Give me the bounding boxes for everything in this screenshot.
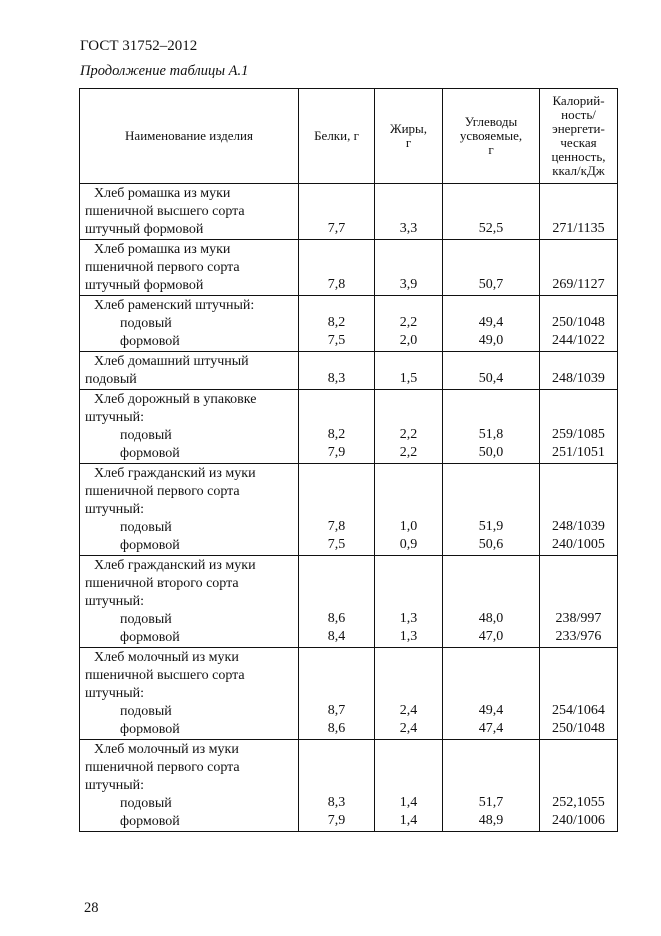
product-name-line: подовый bbox=[120, 520, 172, 535]
carbs-value: 51,9 bbox=[478, 519, 504, 534]
energy-value: 250/1048 bbox=[552, 721, 605, 736]
table-row bbox=[80, 184, 618, 240]
table-row bbox=[80, 556, 618, 648]
fat-cell bbox=[375, 296, 443, 352]
product-name-cell bbox=[80, 740, 299, 832]
protein-cell bbox=[299, 648, 375, 740]
fat-value: 2,2 bbox=[399, 315, 418, 330]
product-name-line: Хлеб молочный из муки bbox=[94, 742, 239, 757]
fat-value: 2,4 bbox=[399, 721, 418, 736]
carbs-value: 49,4 bbox=[478, 703, 504, 718]
protein-value: 7,9 bbox=[327, 445, 346, 460]
carbs-value: 48,0 bbox=[478, 611, 504, 626]
table-header-row bbox=[80, 89, 618, 184]
carbs-cell bbox=[443, 464, 540, 556]
product-name-line: формовой bbox=[120, 538, 180, 553]
product-name-line: пшеничной первого сорта bbox=[85, 760, 240, 775]
product-name-line: штучный: bbox=[85, 410, 145, 425]
energy-cell bbox=[540, 464, 618, 556]
column-header-line: Жиры, bbox=[389, 121, 428, 136]
protein-value: 7,8 bbox=[327, 519, 346, 534]
fat-value: 1,3 bbox=[399, 629, 418, 644]
fat-value: 0,9 bbox=[399, 537, 418, 552]
column-header-line: ценность, bbox=[551, 149, 606, 164]
column-header-line: Белки, г bbox=[314, 128, 359, 143]
column-header-carbs bbox=[443, 89, 540, 184]
carbs-cell bbox=[443, 296, 540, 352]
product-name-cell bbox=[80, 352, 299, 390]
protein-cell bbox=[299, 184, 375, 240]
energy-value: 233/976 bbox=[555, 629, 602, 644]
protein-value: 8,7 bbox=[327, 703, 346, 718]
energy-cell bbox=[540, 240, 618, 296]
product-name-line: подовый bbox=[120, 612, 172, 627]
table-row bbox=[80, 390, 618, 464]
energy-value: 244/1022 bbox=[552, 333, 605, 348]
protein-value: 8,6 bbox=[327, 721, 346, 736]
column-header-line: ккал/кДж bbox=[552, 163, 605, 178]
carbs-value: 52,5 bbox=[478, 221, 504, 236]
table-row bbox=[80, 740, 618, 832]
product-name-line: подовый bbox=[120, 316, 172, 331]
product-name-line: формовой bbox=[120, 446, 180, 461]
energy-cell bbox=[540, 390, 618, 464]
protein-cell bbox=[299, 390, 375, 464]
carbs-value: 47,0 bbox=[478, 629, 504, 644]
fat-value: 2,4 bbox=[399, 703, 418, 718]
product-name-line: пшеничной первого сорта bbox=[85, 260, 240, 275]
carbs-value: 50,6 bbox=[478, 537, 504, 552]
product-name-line: штучный: bbox=[85, 778, 145, 793]
carbs-value: 48,9 bbox=[478, 813, 504, 828]
carbs-value: 50,0 bbox=[478, 445, 504, 460]
table-body bbox=[80, 184, 618, 832]
fat-cell bbox=[375, 352, 443, 390]
fat-cell bbox=[375, 740, 443, 832]
column-header-fat bbox=[375, 89, 443, 184]
product-name-line: формовой bbox=[120, 334, 180, 349]
carbs-value: 47,4 bbox=[478, 721, 504, 736]
protein-value: 7,9 bbox=[327, 813, 346, 828]
column-header-energy bbox=[540, 89, 618, 184]
carbs-value: 51,7 bbox=[478, 795, 504, 810]
fat-cell bbox=[375, 648, 443, 740]
product-name-line: подовый bbox=[120, 796, 172, 811]
energy-value: 238/997 bbox=[555, 611, 602, 626]
column-header-line: г bbox=[405, 135, 412, 150]
product-name-line: формовой bbox=[120, 630, 180, 645]
product-name-cell bbox=[80, 648, 299, 740]
carbs-cell bbox=[443, 390, 540, 464]
carbs-value: 49,4 bbox=[478, 315, 504, 330]
column-header-line: ность/ bbox=[561, 107, 596, 122]
fat-value: 1,4 bbox=[399, 813, 418, 828]
protein-value: 8,2 bbox=[327, 427, 346, 442]
product-name-line: штучный: bbox=[85, 502, 145, 517]
column-header-line: ческая bbox=[560, 135, 597, 150]
carbs-value: 50,4 bbox=[478, 371, 504, 386]
product-name-line: пшеничной высшего сорта bbox=[85, 204, 245, 219]
protein-cell bbox=[299, 464, 375, 556]
protein-value: 8,6 bbox=[327, 611, 346, 626]
protein-cell bbox=[299, 240, 375, 296]
column-header-protein bbox=[299, 89, 375, 184]
protein-cell bbox=[299, 352, 375, 390]
product-name-line: Хлеб гражданский из муки bbox=[94, 558, 256, 573]
protein-cell bbox=[299, 740, 375, 832]
energy-value: 254/1064 bbox=[552, 703, 605, 718]
product-name-line: пшеничной второго сорта bbox=[85, 576, 239, 591]
product-name-cell bbox=[80, 296, 299, 352]
protein-value: 7,5 bbox=[327, 537, 346, 552]
column-header-name bbox=[80, 89, 299, 184]
carbs-value: 49,0 bbox=[478, 333, 504, 348]
fat-value: 1,0 bbox=[399, 519, 418, 534]
carbs-cell bbox=[443, 648, 540, 740]
product-name-line: штучный: bbox=[85, 594, 145, 609]
nutrition-table bbox=[79, 88, 618, 832]
product-name-line: штучный формовой bbox=[85, 278, 204, 293]
fat-value: 2,0 bbox=[399, 333, 418, 348]
carbs-cell bbox=[443, 184, 540, 240]
fat-value: 2,2 bbox=[399, 445, 418, 460]
fat-value: 1,5 bbox=[399, 371, 418, 386]
fat-cell bbox=[375, 464, 443, 556]
energy-value: 248/1039 bbox=[552, 519, 605, 534]
product-name-cell bbox=[80, 556, 299, 648]
table-row bbox=[80, 648, 618, 740]
energy-cell bbox=[540, 556, 618, 648]
fat-value: 3,3 bbox=[399, 221, 418, 236]
column-header-line: усвояемые, bbox=[459, 128, 523, 143]
energy-value: 259/1085 bbox=[552, 427, 605, 442]
protein-value: 7,5 bbox=[327, 333, 346, 348]
carbs-cell bbox=[443, 556, 540, 648]
table-row bbox=[80, 296, 618, 352]
carbs-value: 50,7 bbox=[478, 277, 504, 292]
energy-cell bbox=[540, 296, 618, 352]
product-name-line: Хлеб дорожный в упаковке bbox=[94, 392, 257, 407]
product-name-cell bbox=[80, 184, 299, 240]
energy-value: 250/1048 bbox=[552, 315, 605, 330]
product-name-line: Хлеб ромашка из муки bbox=[94, 186, 231, 201]
product-name-line: подовый bbox=[120, 428, 172, 443]
protein-value: 7,7 bbox=[327, 221, 346, 236]
fat-value: 3,9 bbox=[399, 277, 418, 292]
energy-value: 269/1127 bbox=[552, 277, 605, 292]
energy-value: 248/1039 bbox=[552, 371, 605, 386]
standard-number: ГОСТ 31752–2012 bbox=[80, 38, 198, 54]
carbs-cell bbox=[443, 240, 540, 296]
product-name-line: пшеничной высшего сорта bbox=[85, 668, 245, 683]
product-name-line: подовый bbox=[120, 704, 172, 719]
product-name-line: Хлеб молочный из муки bbox=[94, 650, 239, 665]
carbs-value: 51,8 bbox=[478, 427, 504, 442]
product-name-line: Хлеб гражданский из муки bbox=[94, 466, 256, 481]
product-name-line: Хлеб домашний штучный bbox=[94, 354, 249, 369]
product-name-cell bbox=[80, 240, 299, 296]
product-name-line: Хлеб раменский штучный: bbox=[94, 298, 255, 313]
protein-value: 8,2 bbox=[327, 315, 346, 330]
product-name-line: штучный формовой bbox=[85, 222, 204, 237]
energy-value: 251/1051 bbox=[552, 445, 605, 460]
product-name-line: пшеничной первого сорта bbox=[85, 484, 240, 499]
product-name-cell bbox=[80, 464, 299, 556]
fat-cell bbox=[375, 240, 443, 296]
energy-cell bbox=[540, 740, 618, 832]
column-header-line: Углеводы bbox=[464, 114, 518, 129]
page-number: 28 bbox=[84, 900, 99, 916]
energy-cell bbox=[540, 352, 618, 390]
energy-value: 240/1005 bbox=[552, 537, 605, 552]
protein-value: 7,8 bbox=[327, 277, 346, 292]
energy-value: 271/1135 bbox=[552, 221, 605, 236]
energy-value: 240/1006 bbox=[552, 813, 605, 828]
table-row bbox=[80, 352, 618, 390]
energy-cell bbox=[540, 184, 618, 240]
product-name-line: подовый bbox=[85, 372, 137, 387]
table-row bbox=[80, 240, 618, 296]
protein-value: 8,3 bbox=[327, 795, 346, 810]
protein-cell bbox=[299, 296, 375, 352]
fat-value: 1,4 bbox=[399, 795, 418, 810]
table-row bbox=[80, 464, 618, 556]
fat-cell bbox=[375, 556, 443, 648]
column-header-line: энергети- bbox=[552, 121, 605, 136]
fat-value: 2,2 bbox=[399, 427, 418, 442]
energy-cell bbox=[540, 648, 618, 740]
column-header-line: г bbox=[488, 142, 494, 157]
fat-cell bbox=[375, 390, 443, 464]
column-header-line: Наименование изделия bbox=[125, 128, 253, 143]
carbs-cell bbox=[443, 352, 540, 390]
protein-cell bbox=[299, 556, 375, 648]
table-continuation-caption: Продолжение таблицы А.1 bbox=[80, 63, 249, 79]
carbs-cell bbox=[443, 740, 540, 832]
column-header-line: Калорий- bbox=[552, 93, 605, 108]
product-name-line: формовой bbox=[120, 722, 180, 737]
protein-value: 8,3 bbox=[327, 371, 346, 386]
fat-cell bbox=[375, 184, 443, 240]
product-name-line: формовой bbox=[120, 814, 180, 829]
energy-value: 252,1055 bbox=[552, 795, 605, 810]
product-name-line: штучный: bbox=[85, 686, 145, 701]
product-name-line: Хлеб ромашка из муки bbox=[94, 242, 231, 257]
protein-value: 8,4 bbox=[327, 629, 346, 644]
product-name-cell bbox=[80, 390, 299, 464]
fat-value: 1,3 bbox=[399, 611, 418, 626]
